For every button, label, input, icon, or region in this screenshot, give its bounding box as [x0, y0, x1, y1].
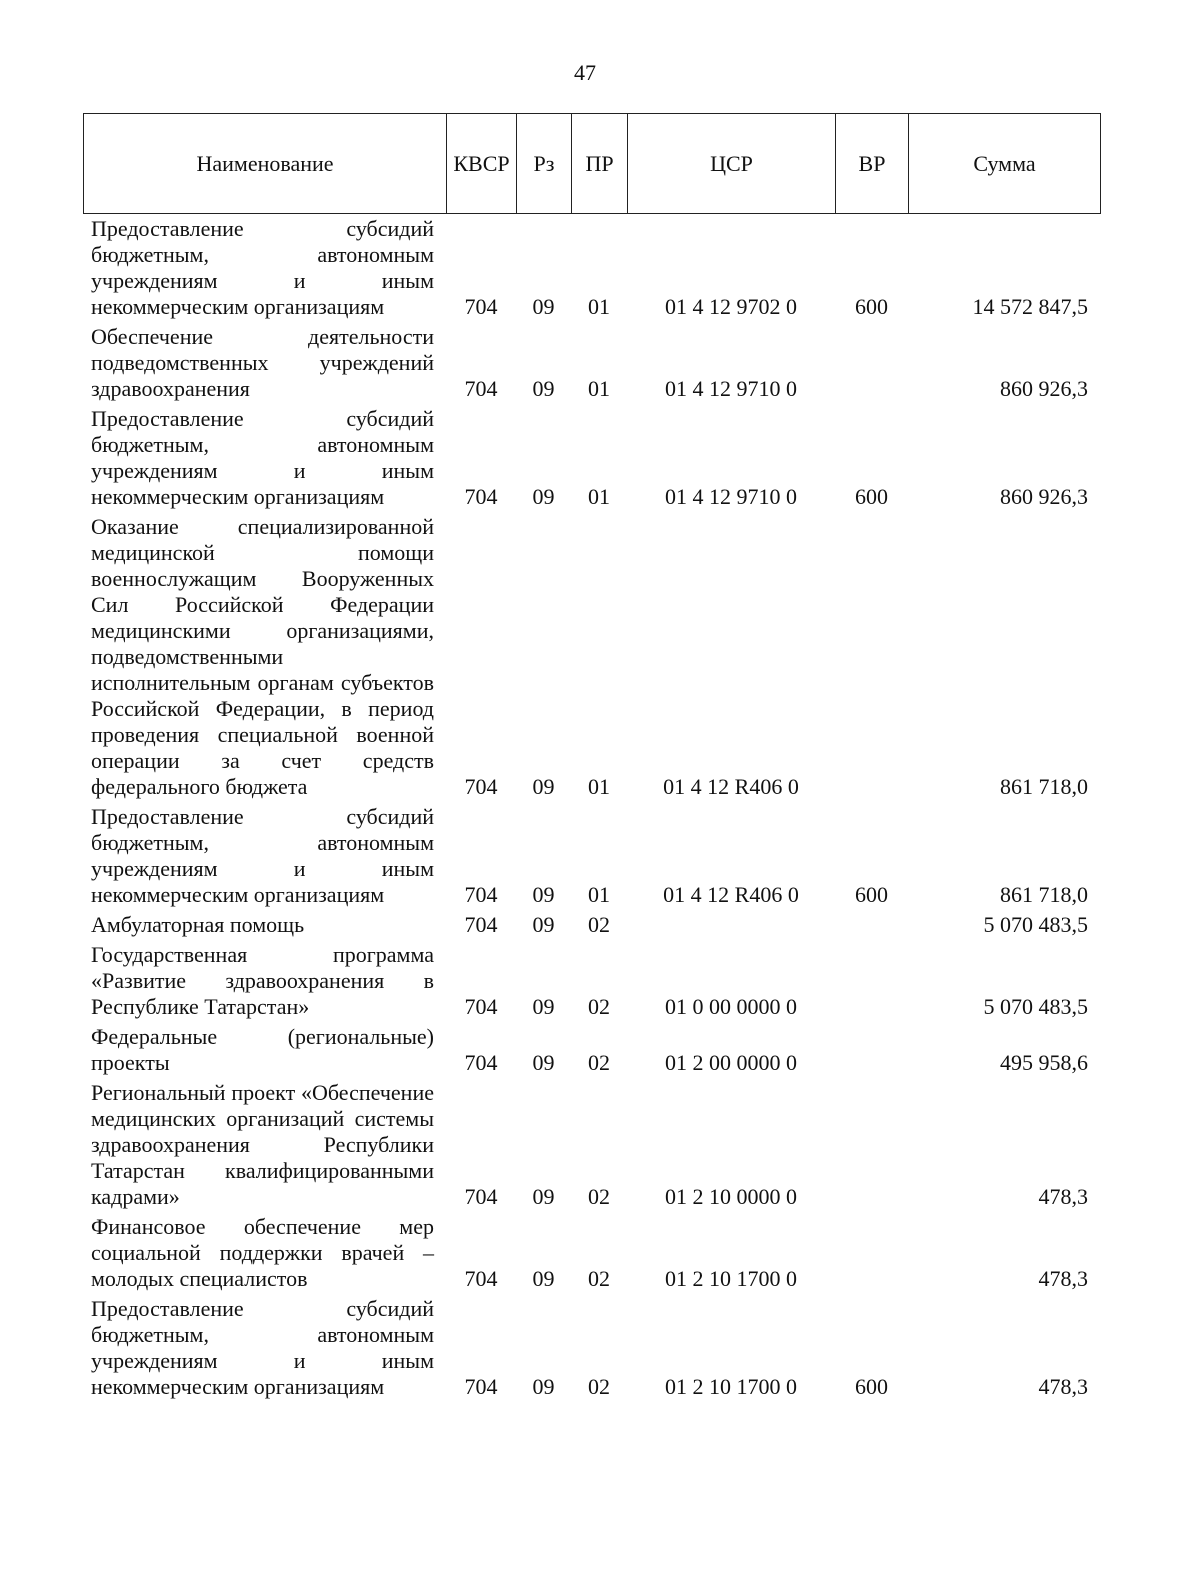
row-name: Предоставление субсидий бюджетным, автономным учреждениям и иным некоммерческим организациям [91, 216, 434, 319]
row-name: Предоставление субсидий бюджетным, автономным учреждениям и иным некоммерческим организациям [91, 406, 434, 509]
table-row [83, 510, 1100, 800]
row-sum: 861 718,0 [1000, 882, 1088, 907]
row-vr: 600 [855, 484, 888, 509]
row-kvsr: 704 [464, 774, 498, 799]
row-vr: 600 [855, 294, 888, 319]
header-sum: Сумма [909, 114, 1101, 214]
row-pr: 01 [588, 376, 610, 401]
row-pr: 01 [588, 882, 610, 907]
row-sum: 860 926,3 [1000, 376, 1088, 401]
row-sum: 478,3 [1038, 1184, 1088, 1209]
row-csr: 01 4 12 9702 0 [665, 294, 797, 319]
table-row [83, 1020, 1100, 1076]
row-rz: 09 [532, 294, 555, 319]
row-rz: 09 [532, 1184, 555, 1209]
row-name: Амбулаторная помощь [91, 912, 305, 937]
row-name: Финансовое обеспечение мер социальной поддержки врачей – молодых специалистов [91, 1214, 434, 1291]
row-sum: 14 572 847,5 [972, 294, 1088, 319]
row-kvsr: 704 [464, 994, 498, 1019]
table-body [83, 216, 1100, 1400]
row-vr [835, 1210, 908, 1292]
table-header [83, 113, 1101, 214]
row-kvsr: 704 [464, 1184, 498, 1209]
header-csr: ЦСР [628, 114, 836, 214]
row-pr: 01 [588, 774, 610, 799]
table-row [83, 1210, 1100, 1292]
table-row [83, 800, 1100, 908]
row-csr: 01 2 00 0000 0 [665, 1050, 797, 1075]
row-vr [835, 1020, 908, 1076]
table-row [83, 1292, 1100, 1400]
row-sum: 5 070 483,5 [983, 994, 1088, 1019]
row-rz: 09 [532, 774, 555, 799]
table-row [83, 320, 1100, 402]
row-sum: 478,3 [1038, 1374, 1088, 1399]
row-pr: 02 [588, 1184, 610, 1209]
row-pr: 02 [588, 912, 610, 937]
row-kvsr: 704 [464, 376, 498, 401]
row-kvsr: 704 [464, 294, 498, 319]
row-sum: 861 718,0 [1000, 774, 1088, 799]
header-kvsr: КВСР [447, 114, 517, 214]
row-csr: 01 0 00 0000 0 [665, 994, 797, 1019]
table-row [83, 1076, 1100, 1210]
row-kvsr: 704 [464, 1266, 498, 1291]
row-csr: 01 4 12 9710 0 [665, 376, 797, 401]
row-csr: 01 2 10 1700 0 [665, 1266, 797, 1291]
row-rz: 09 [532, 484, 555, 509]
row-csr [627, 908, 835, 938]
row-vr: 600 [855, 1374, 888, 1399]
row-rz: 09 [532, 1050, 555, 1075]
row-rz: 09 [532, 912, 555, 937]
row-sum: 5 070 483,5 [983, 912, 1088, 937]
row-name: Предоставление субсидий бюджетным, автономным учреждениям и иным некоммерческим организациям [91, 804, 434, 907]
row-vr [835, 938, 908, 1020]
row-sum: 478,3 [1038, 1266, 1088, 1291]
header-vr: ВР [836, 114, 909, 214]
row-vr [835, 1076, 908, 1210]
row-sum: 860 926,3 [1000, 484, 1088, 509]
row-vr [835, 320, 908, 402]
row-rz: 09 [532, 882, 555, 907]
row-csr: 01 4 12 9710 0 [665, 484, 797, 509]
row-pr: 02 [588, 1374, 610, 1399]
header-pr: ПР [572, 114, 628, 214]
row-name: Обеспечение деятельности подведомственных учреждений здравоохранения [91, 324, 434, 401]
row-kvsr: 704 [464, 912, 498, 937]
row-name: Предоставление субсидий бюджетным, автономным учреждениям и иным некоммерческим организациям [91, 1296, 434, 1399]
table-row [83, 938, 1100, 1020]
row-kvsr: 704 [464, 882, 498, 907]
row-pr: 02 [588, 994, 610, 1019]
row-vr [835, 908, 908, 938]
row-rz: 09 [532, 994, 555, 1019]
row-rz: 09 [532, 376, 555, 401]
row-csr: 01 2 10 0000 0 [665, 1184, 797, 1209]
row-pr: 02 [588, 1266, 610, 1291]
row-rz: 09 [532, 1266, 555, 1291]
row-name: Федеральные (региональные) проекты [91, 1024, 434, 1075]
row-csr: 01 4 12 R406 0 [663, 882, 799, 907]
row-vr: 600 [855, 882, 888, 907]
table-row [83, 908, 1100, 938]
header-name: Наименование [84, 114, 447, 214]
row-pr: 02 [588, 1050, 610, 1075]
row-rz: 09 [532, 1374, 555, 1399]
row-kvsr: 704 [464, 1050, 498, 1075]
row-name: Оказание специализированной медицинской помощи военнослужащим Вооруженных Сил Российской Федерации медицинскими организациями, подведомственными исполнительным органам субъектов Российской Федерации, в период проведения специальной военной операции за счет средств федерального бюджета [91, 514, 434, 799]
row-csr: 01 4 12 R406 0 [663, 774, 799, 799]
row-name: Государственная программа «Развитие здравоохранения в Республике Татарстан» [91, 942, 434, 1019]
row-pr: 01 [588, 484, 610, 509]
table-row [83, 216, 1100, 320]
row-pr: 01 [588, 294, 610, 319]
row-sum: 495 958,6 [1000, 1050, 1088, 1075]
row-vr [835, 510, 908, 800]
row-kvsr: 704 [464, 1374, 498, 1399]
page-number: 47 [574, 60, 596, 85]
row-name: Региональный проект «Обеспечение медицинских организаций системы здравоохранения Республики Татарстан квалифицированными кадрами» [91, 1080, 434, 1209]
row-kvsr: 704 [464, 484, 498, 509]
header-rz: Рз [517, 114, 572, 214]
row-csr: 01 2 10 1700 0 [665, 1374, 797, 1399]
table-row [83, 402, 1100, 510]
